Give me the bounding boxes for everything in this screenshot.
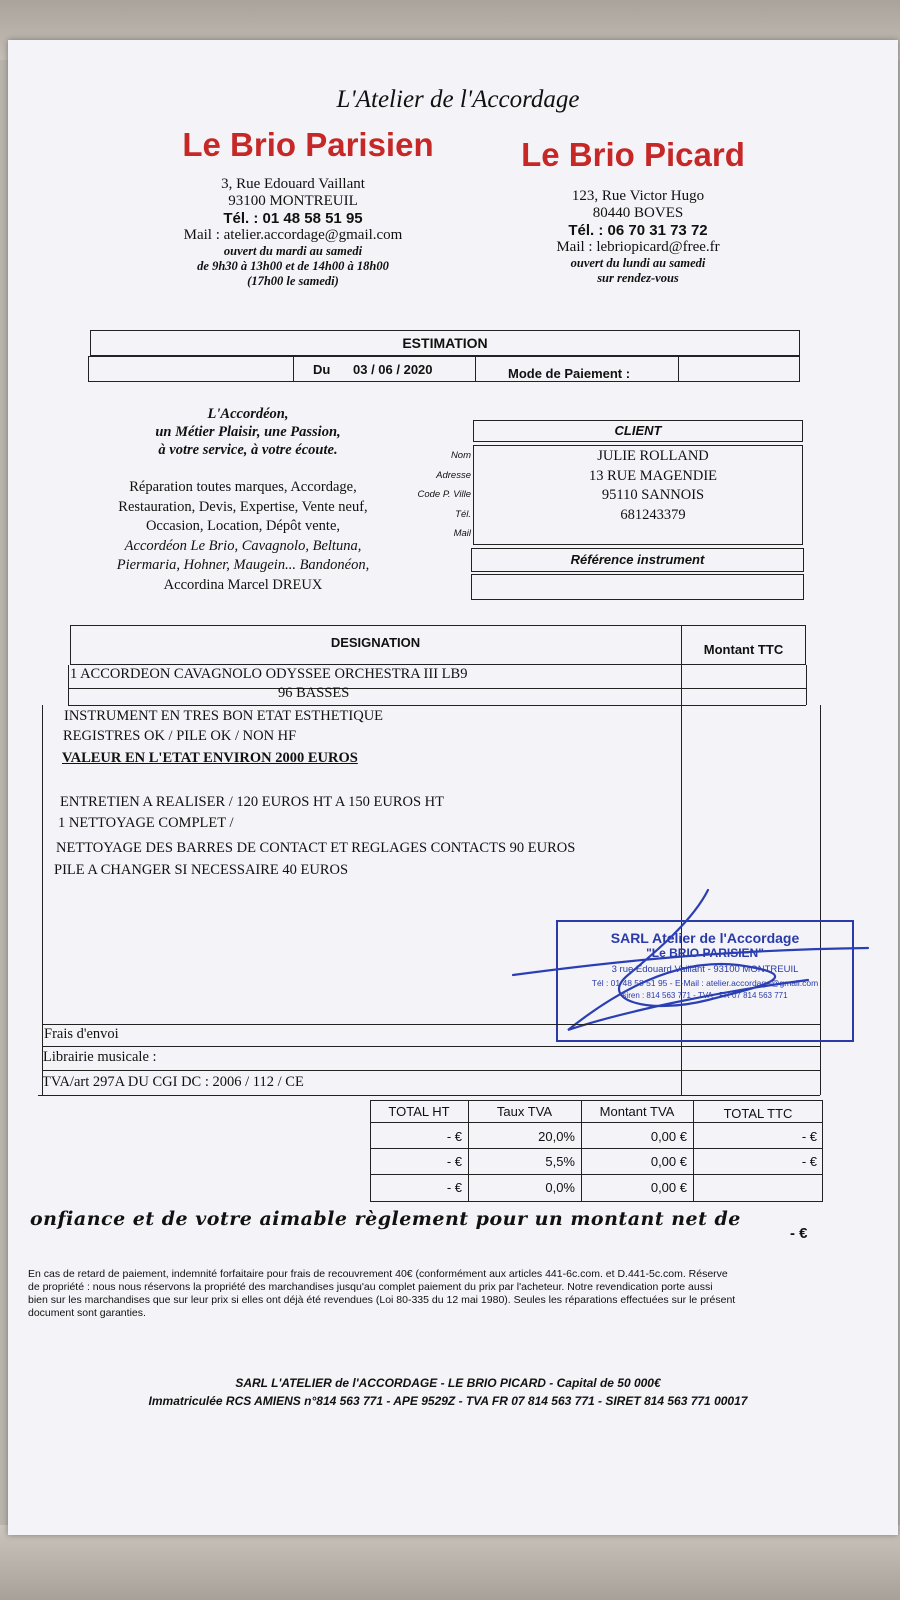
label-mail: Mail <box>453 528 471 539</box>
legal-line: document sont garanties. <box>28 1307 146 1319</box>
client-city: 95110 SANNOIS <box>601 487 705 503</box>
designation-header: DESIGNATION <box>330 635 421 650</box>
shipping-fees-label: Frais d'envoi <box>44 1026 119 1042</box>
legal-line: En cas de retard de paiement, indemnité forfaitaire pour frais de recouvrement 40€ (conformément aux articles 441-6c.com. et D.441-5c.com. Réserve <box>28 1268 728 1280</box>
services-list <box>78 478 408 595</box>
date-label: Du <box>313 362 331 377</box>
right-city: 80440 BOVES <box>592 205 684 221</box>
row-line <box>68 688 806 689</box>
label-code-ville: Code P. Ville <box>417 489 471 500</box>
total-ht-cell: - € <box>446 1129 462 1144</box>
designation-line: ENTRETIEN A REALISER / 120 EUROS HT A 150 EUROS HT <box>60 794 444 810</box>
reference-value-box <box>471 574 804 600</box>
reference-title: Référence instrument <box>570 552 705 567</box>
left-city: 93100 MONTREUIL <box>228 193 358 209</box>
stamp-line-4: Tél : 01 48 58 51 95 - E-Mail : atelier.accordage@gmail.com <box>591 978 819 988</box>
client-address: 13 RUE MAGENDIE <box>588 467 718 484</box>
tagline-line-2: un Métier Plaisir, une Passion, <box>155 424 341 440</box>
divider <box>678 356 679 382</box>
row-line <box>68 705 806 706</box>
closing-amount: - € <box>790 1225 808 1242</box>
designation-line: REGISTRES OK / PILE OK / NON HF <box>63 728 297 744</box>
left-shop-address <box>128 176 458 289</box>
table-right-edge <box>806 665 807 705</box>
service-line: Accordina Marcel DREUX <box>163 576 323 593</box>
document-sheet <box>8 40 898 1535</box>
stamp-line-2: "Le BRIO PARISIEN" <box>646 946 764 960</box>
music-library-label: Librairie musicale : <box>43 1049 157 1065</box>
label-nom: Nom <box>450 450 471 461</box>
right-shop-address <box>513 188 763 286</box>
label-adresse: Adresse <box>436 469 471 481</box>
reference-title-box <box>471 548 804 572</box>
client-field-labels <box>403 446 471 544</box>
legal-line: bien sur les marchandises que sur leur prix si elles ont déjà été revendues (Loi 80-335 du 12 mai 1980). Seules les réparations effectuées sur le présent <box>28 1294 736 1306</box>
date-value: 03 / 06 / 2020 <box>353 362 433 377</box>
table-left-edge <box>68 665 69 705</box>
footer-line-1: SARL L'ATELIER de l'ACCORDAGE - LE BRIO PICARD - Capital de 50 000€ <box>235 1376 661 1390</box>
estimation-title: ESTIMATION <box>402 335 488 351</box>
service-line: Piermaria, Hohner, Maugein... Bandonéon, <box>116 557 370 573</box>
company-footer <box>48 1374 848 1410</box>
left-hours-2: de 9h30 à 13h00 et de 14h00 à 18h00 <box>197 259 389 273</box>
left-hours-1: ouvert du mardi au samedi <box>223 244 363 258</box>
legal-notice <box>28 1268 848 1320</box>
right-shop-name: Le Brio Picard <box>521 136 745 173</box>
service-line: Restauration, Devis, Expertise, Vente neuf, <box>118 498 368 515</box>
left-street: 3, Rue Edouard Vaillant <box>221 176 365 192</box>
left-phone: Tél. : 01 48 58 51 95 <box>223 210 363 227</box>
total-ttc-cell: - € <box>801 1154 817 1169</box>
tagline-line-3: à votre service, à votre écoute. <box>158 442 338 458</box>
signature-scribble <box>508 880 878 1060</box>
divider <box>475 356 476 382</box>
service-line: Accordéon Le Brio, Cavagnolo, Beltuna, <box>124 537 362 554</box>
right-mail: Mail : lebriopicard@free.fr <box>556 239 720 255</box>
tva-amount-cell: 0,00 € <box>650 1154 687 1169</box>
footer-line-2: Immatriculée RCS AMIENS n°814 563 771 - APE 9529Z - TVA FR 07 814 563 771 - SIRET 814 563 771 00017 <box>148 1394 748 1408</box>
row-line <box>42 1046 820 1047</box>
totals-header-rate: Taux TVA <box>496 1104 553 1119</box>
row-line <box>370 1122 823 1123</box>
brand-title: L'Atelier de l'Accordage <box>336 86 580 113</box>
left-mail: Mail : atelier.accordage@gmail.com <box>183 227 403 243</box>
designation-line: 1 ACCORDEON CAVAGNOLO ODYSSEE ORCHESTRA III LB9 <box>70 666 468 682</box>
background-floor-bottom <box>0 1525 900 1600</box>
divider <box>293 356 294 382</box>
right-street: 123, Rue Victor Hugo <box>571 188 705 204</box>
closing-text: onfiance et de votre aimable règlement pour un montant net de <box>30 1208 741 1230</box>
designation-line: NETTOYAGE DES BARRES DE CONTACT ET REGLAGES CONTACTS 90 EUROS <box>56 840 576 856</box>
client-values <box>553 447 753 525</box>
right-hours-1: ouvert du lundi au samedi <box>570 256 706 270</box>
row-line <box>370 1174 823 1175</box>
client-title: CLIENT <box>614 423 662 438</box>
service-line: Occasion, Location, Dépôt vente, <box>145 518 341 534</box>
totals-header-ttc: TOTAL TTC <box>723 1106 793 1121</box>
row-line <box>370 1148 823 1149</box>
client-name: JULIE ROLLAND <box>597 448 709 464</box>
estimation-title-box <box>90 330 800 356</box>
payment-mode-label: Mode de Paiement : <box>508 366 631 381</box>
designation-line: 96 BASSES <box>278 685 350 701</box>
right-phone: Tél. : 06 70 31 73 72 <box>568 222 708 239</box>
right-hours-2: sur rendez-vous <box>597 271 679 285</box>
totals-header-tva: Montant TVA <box>599 1104 675 1119</box>
tva-rate-cell: 5,5% <box>545 1154 575 1169</box>
tva-rate-cell: 20,0% <box>538 1129 575 1144</box>
row-line <box>42 1024 820 1025</box>
label-tel: Tél. <box>455 508 471 520</box>
row-line <box>42 1070 820 1071</box>
designation-line: INSTRUMENT EN TRES BON ETAT ESTHETIQUE <box>64 708 384 724</box>
stamp-line-5: siren : 814 563 771 - TVA : FR 07 814 563 771 <box>622 991 788 1000</box>
stamp-line-3: 3 rue Edouard Vaillant - 93100 MONTREUIL <box>611 964 799 975</box>
left-hours-3: (17h00 le samedi) <box>247 274 339 288</box>
table-left-edge <box>42 705 43 1095</box>
tva-amount-cell: 0,00 € <box>650 1129 687 1144</box>
estimation-info-row <box>88 356 800 382</box>
amount-header: Montant TTC <box>703 642 784 657</box>
client-phone: 681243379 <box>620 506 686 523</box>
totals-header-ht: TOTAL HT <box>388 1104 450 1119</box>
total-ttc-cell: - € <box>801 1129 817 1144</box>
total-ht-cell: - € <box>446 1180 462 1195</box>
designation-line: 1 NETTOYAGE COMPLET / <box>58 815 234 831</box>
client-title-box <box>473 420 803 442</box>
tagline <box>88 405 408 459</box>
stamp-line-1: SARL Atelier de l'Accordage <box>610 930 800 946</box>
designation-line-value: VALEUR EN L'ETAT ENVIRON 2000 EUROS <box>62 750 358 766</box>
service-line: Réparation toutes marques, Accordage, <box>129 479 357 495</box>
tagline-line-1: L'Accordéon, <box>207 406 289 422</box>
legal-line: de propriété : nous nous réservons la propriété des marchandises jusqu'au complet paiement du prix par l'acheteur. Notre revendication porte aussi <box>28 1281 713 1293</box>
left-shop-name: Le Brio Parisien <box>182 126 434 163</box>
tva-rate-cell: 0,0% <box>545 1180 575 1195</box>
tva-amount-cell: 0,00 € <box>650 1180 687 1195</box>
row-line <box>38 1095 820 1096</box>
total-ht-cell: - € <box>446 1154 462 1169</box>
tva-note: TVA/art 297A DU CGI DC : 2006 / 112 / CE <box>42 1074 304 1090</box>
designation-line: PILE A CHANGER SI NECESSAIRE 40 EUROS <box>54 862 349 878</box>
